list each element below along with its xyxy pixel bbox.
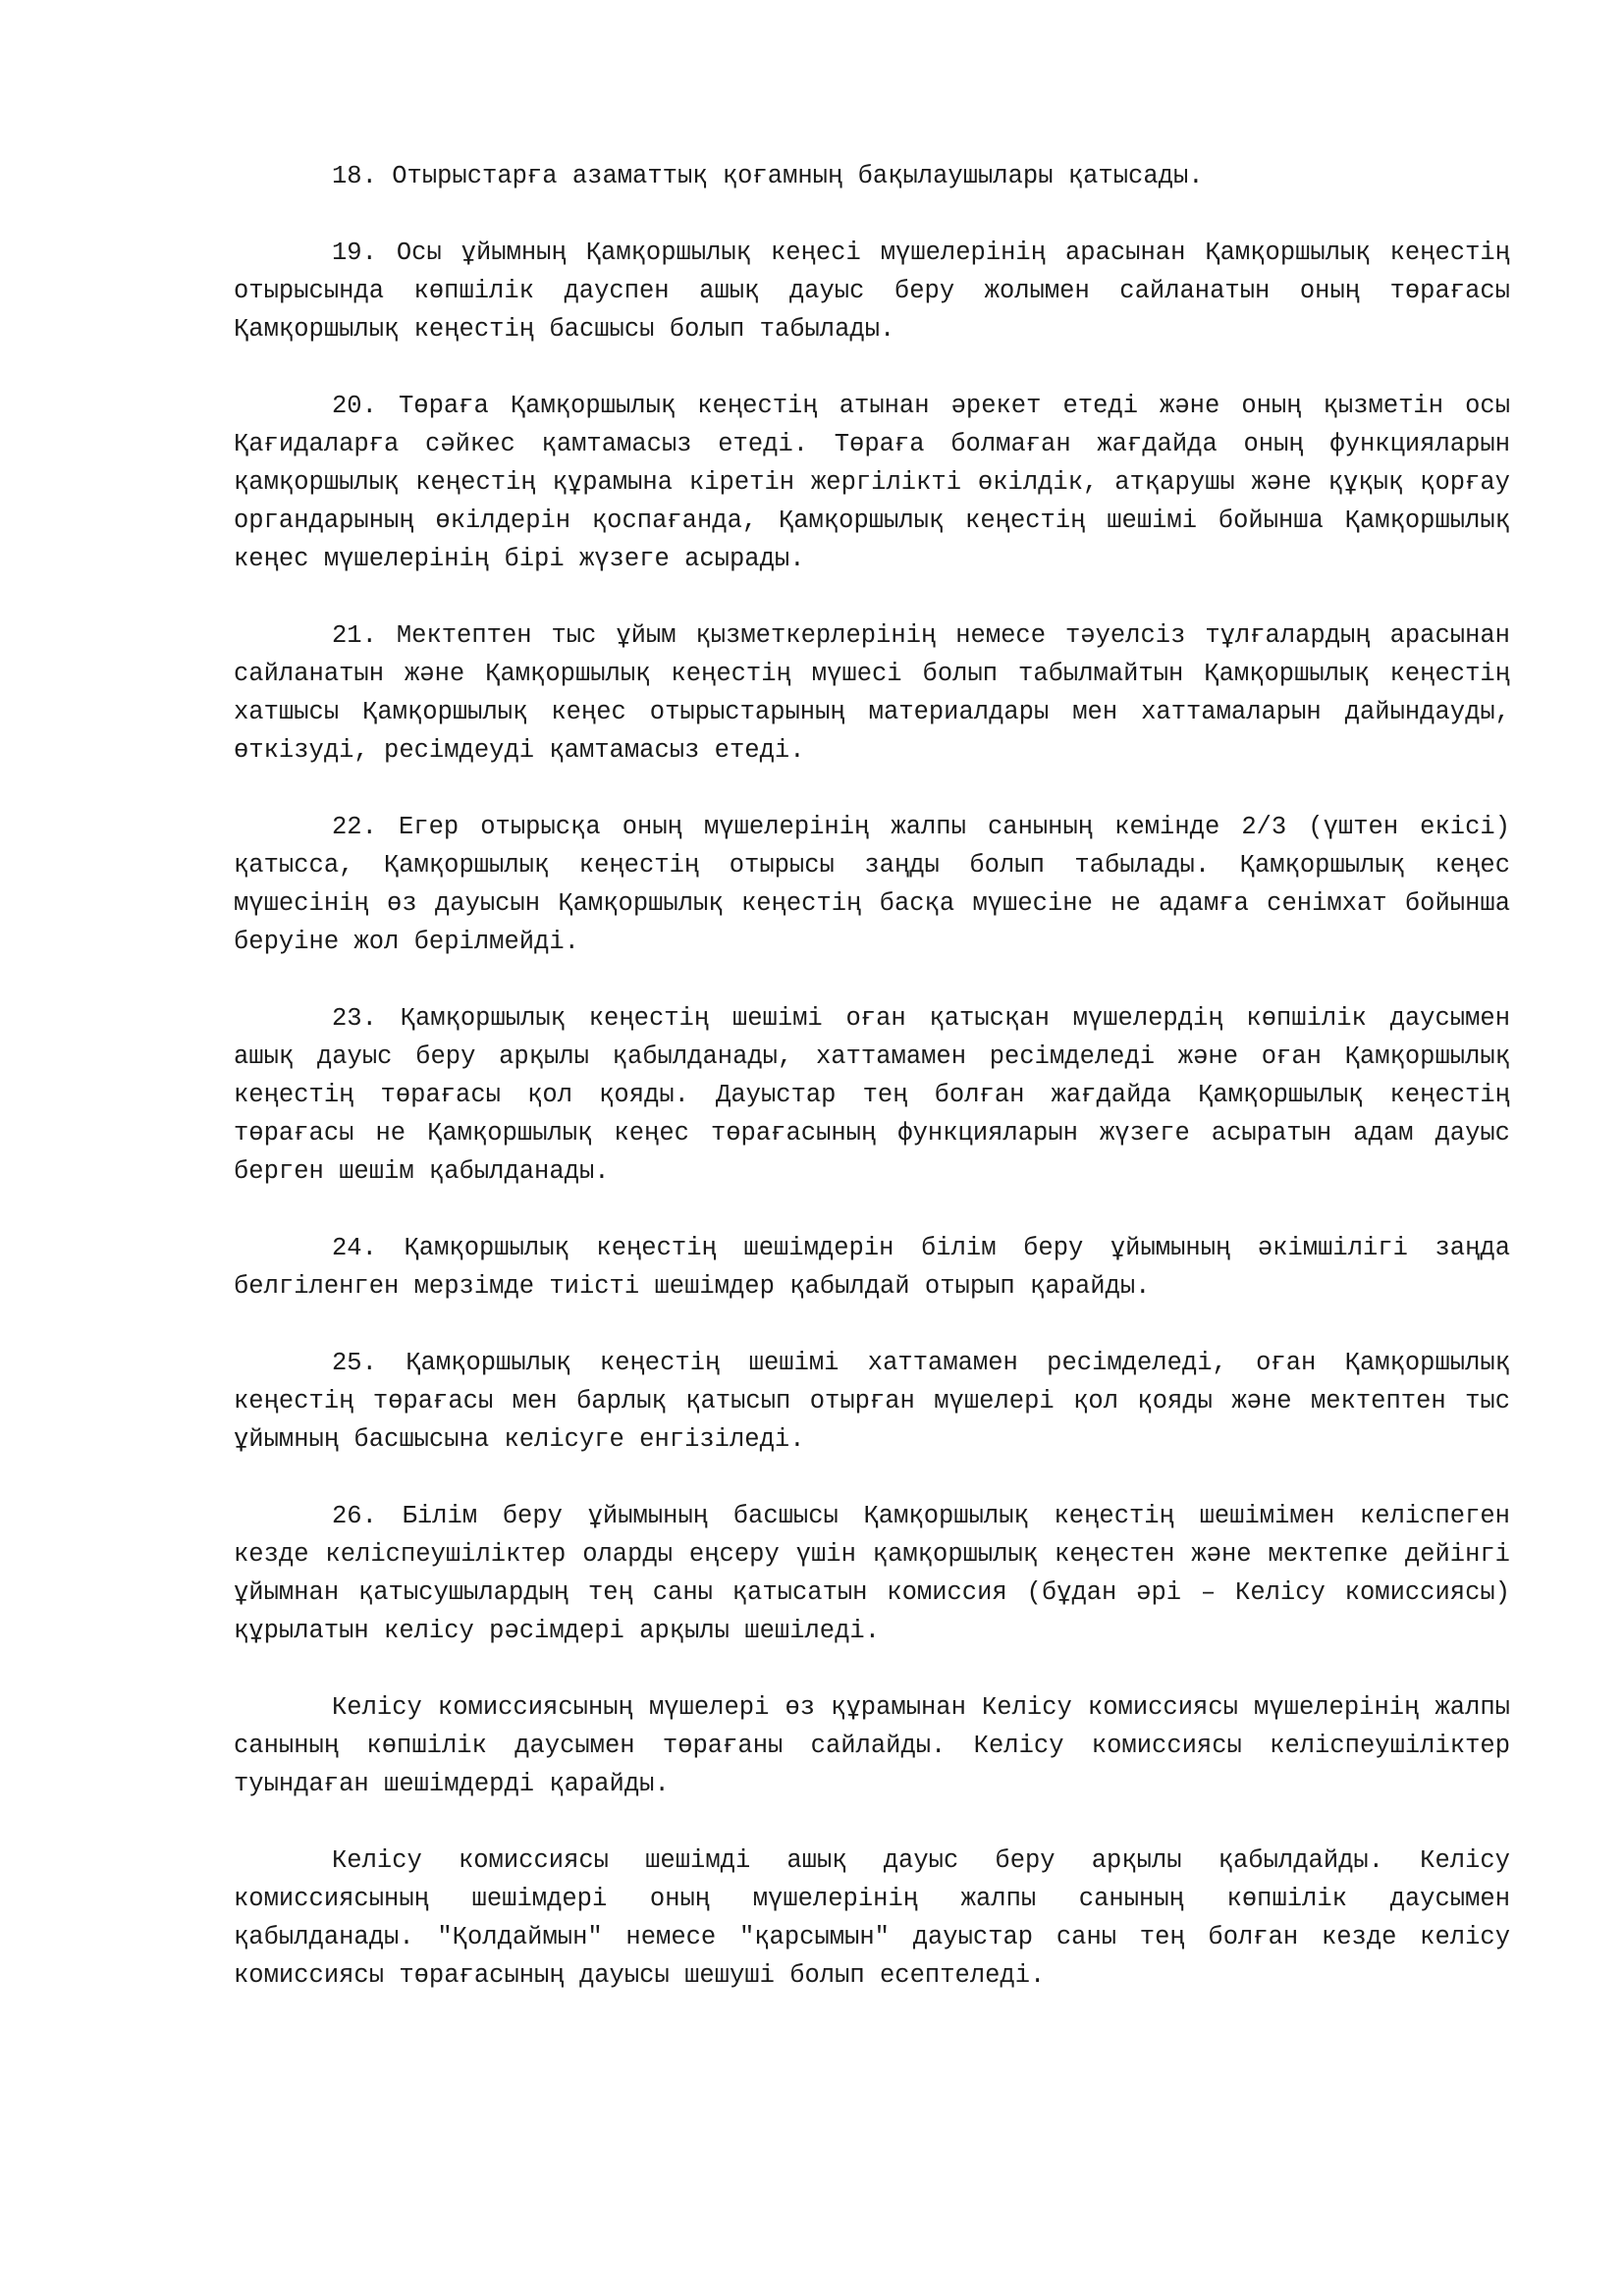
paragraph-25: 25. Қамқоршылық кеңестің шешімі хаттамамен ресімделеді, оған Қамқоршылық кеңестің төрағасы мен барлық қатысып отырған мүшелері қол қояды және мектептен тыс ұйымның басшысына келісуге енгізіледі. <box>234 1349 1510 1454</box>
paragraph-reconciliation-voting: Келісу комиссиясы шешімді ашық дауыс беру арқылы қабылдайды. Келісу комиссиясының шешімдері оның мүшелерінің жалпы санының көпшілік даусымен қабылданады. "Қолдаймын" немесе "қарсымын" дауыстар саны тең болған кезде келісу комиссиясы төрағасының дауысы шешуші болып есептеледі. <box>234 1846 1510 1990</box>
paragraph-reconciliation-chair: Келісу комиссиясының мүшелері өз құрамынан Келісу комиссиясы мүшелерінің жалпы санының көпшілік даусымен төрағаны сайлайды. Келісу комиссиясы келіспеушіліктер туындаған шешімдерді қарайды. <box>234 1693 1510 1798</box>
paragraph-19: 19. Осы ұйымның Қамқоршылық кеңесі мүшелерінің арасынан Қамқоршылық кеңестің отырысында көпшілік дауспен ашық дауыс беру жолымен сайланатын оның төрағасы Қамқоршылық кеңестің басшысы болып табылады. <box>234 239 1510 344</box>
paragraph-18: 18. Отырыстарға азаматтық қоғамның бақылаушылары қатысады. <box>332 162 1204 190</box>
paragraph-26: 26. Білім беру ұйымының басшысы Қамқоршылық кеңестің шешімімен келіспеген кезде келіспеушіліктер оларды еңсеру үшін қамқоршылық кеңестен және мектепке дейінгі ұйымнан қатысушылардың тең саны қатысатын комиссия (бұдан әрі – Келісу комиссиясы) құрылатын келісу рәсімдері арқылы шешіледі. <box>234 1502 1510 1645</box>
document-page <box>234 157 1510 2033</box>
paragraph-20: 20. Төраға Қамқоршылық кеңестің атынан әрекет етеді және оның қызметін осы Қағидаларға сәйкес қамтамасыз етеді. Төраға болмаған жағдайда оның функцияларын қамқоршылық кеңестің құрамына кіретін жергілікті өкілдік, атқарушы және құқық қорғау органдарының өкілдерін қоспағанда, Қамқоршылық кеңестің шешімі бойынша Қамқоршылық кеңес мүшелерінің бірі жүзеге асырады. <box>234 392 1510 573</box>
paragraph-23: 23. Қамқоршылық кеңестің шешімі оған қатысқан мүшелердің көпшілік даусымен ашық дауыс беру арқылы қабылданады, хаттамамен ресімделеді және оған Қамқоршылық кеңестің төрағасы қол қояды. Дауыстар тең болған жағдайда Қамқоршылық кеңестің төрағасы не Қамқоршылық кеңес төрағасының функцияларын жүзеге асыратын адам дауыс берген шешім қабылданады. <box>234 1004 1510 1186</box>
paragraph-24: 24. Қамқоршылық кеңестің шешімдерін білім беру ұйымының әкімшілігі заңда белгіленген мерзімде тиісті шешімдер қабылдай отырып қарайды. <box>234 1234 1510 1301</box>
paragraph-22: 22. Егер отырысқа оның мүшелерінің жалпы санының кемінде 2/3 (үштен екісі) қатысса, Қамқоршылық кеңестің отырысы заңды болып табылады. Қамқоршылық кеңес мүшесінің өз дауысын Қамқоршылық кеңестің басқа мүшесіне не адамға сенімхат бойынша беруіне жол берілмейді. <box>234 813 1510 956</box>
paragraph-21: 21. Мектептен тыс ұйым қызметкерлерінің немесе тәуелсіз тұлғалардың арасынан сайланатын және Қамқоршылық кеңестің мүшесі болып табылмайтын Қамқоршылық кеңестің хатшысы Қамқоршылық кеңес отырыстарының материалдары мен хаттамаларын дайындауды, өткізуді, ресімдеуді қамтамасыз етеді. <box>234 621 1510 765</box>
